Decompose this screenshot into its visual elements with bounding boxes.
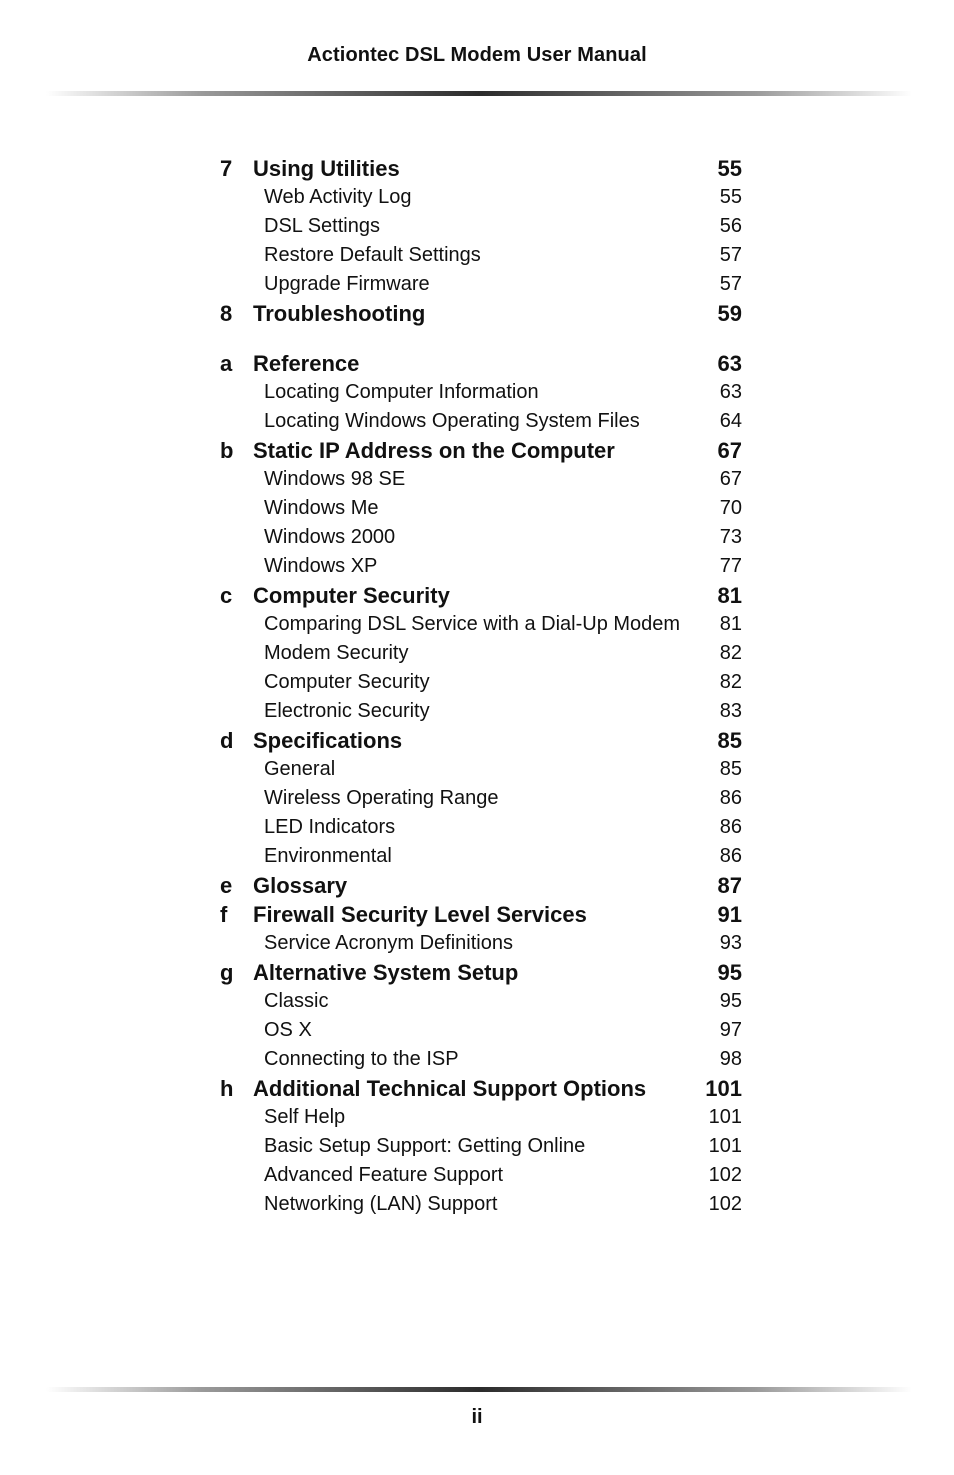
chapter-title: Troubleshooting bbox=[253, 301, 426, 326]
toc-section-entry[interactable] bbox=[220, 813, 742, 842]
section-page-number: 98 bbox=[719, 1048, 742, 1070]
chapter-page-number: 91 bbox=[717, 902, 742, 927]
section-title: Networking (LAN) Support bbox=[264, 1193, 498, 1215]
section-page-number: 102 bbox=[708, 1164, 742, 1186]
toc-section-entry[interactable] bbox=[220, 1161, 742, 1190]
section-title: Basic Setup Support: Getting Online bbox=[264, 1135, 586, 1157]
chapter-number: h bbox=[220, 1076, 234, 1101]
chapter-title: Reference bbox=[253, 351, 360, 376]
toc-section-entry[interactable] bbox=[220, 1132, 742, 1161]
section-title: Restore Default Settings bbox=[264, 244, 481, 266]
section-page-number: 86 bbox=[719, 816, 742, 838]
chapter-title: Additional Technical Support Options bbox=[253, 1076, 647, 1101]
toc-section-entry[interactable] bbox=[220, 639, 742, 668]
toc-section-entry[interactable] bbox=[220, 1103, 742, 1132]
section-page-number: 86 bbox=[719, 845, 742, 867]
toc-section-entry[interactable] bbox=[220, 1190, 742, 1219]
chapter-title: Firewall Security Level Services bbox=[253, 902, 587, 927]
section-page-number: 77 bbox=[719, 555, 742, 577]
section-page-number: 82 bbox=[719, 671, 742, 693]
toc-section-entry[interactable] bbox=[220, 407, 742, 436]
toc-section-entry[interactable] bbox=[220, 1016, 742, 1045]
section-title: Service Acronym Definitions bbox=[264, 932, 513, 954]
section-title: Environmental bbox=[264, 845, 392, 867]
section-title: LED Indicators bbox=[264, 816, 396, 838]
toc-section-entry[interactable] bbox=[220, 842, 742, 871]
chapter-page-number: 85 bbox=[717, 728, 742, 753]
toc-chapter-entry[interactable] bbox=[220, 726, 742, 755]
toc-section-entry[interactable] bbox=[220, 552, 742, 581]
section-title: Windows XP bbox=[264, 555, 378, 577]
section-title: General bbox=[264, 758, 336, 780]
section-page-number: 70 bbox=[719, 497, 742, 519]
section-page-number: 95 bbox=[719, 990, 742, 1012]
section-page-number: 101 bbox=[708, 1106, 742, 1128]
chapter-number: a bbox=[220, 351, 233, 376]
header-rule bbox=[46, 91, 912, 96]
chapter-number: c bbox=[220, 583, 233, 608]
chapter-number: 8 bbox=[220, 301, 233, 326]
toc-section-entry[interactable] bbox=[220, 929, 742, 958]
toc-chapter-entry[interactable] bbox=[220, 1074, 742, 1103]
toc-section-entry[interactable] bbox=[220, 668, 742, 697]
toc-chapter-entry[interactable] bbox=[220, 154, 742, 183]
section-page-number: 86 bbox=[719, 787, 742, 809]
toc-chapter-entry[interactable] bbox=[220, 299, 742, 328]
page-number: ii bbox=[471, 1406, 483, 1428]
chapter-title: Glossary bbox=[253, 873, 348, 898]
section-title: Locating Computer Information bbox=[264, 381, 539, 403]
section-page-number: 63 bbox=[719, 381, 742, 403]
toc-section-entry[interactable] bbox=[220, 1045, 742, 1074]
section-page-number: 57 bbox=[719, 244, 742, 266]
chapter-page-number: 55 bbox=[717, 156, 742, 181]
chapter-page-number: 81 bbox=[717, 583, 742, 608]
chapter-page-number: 67 bbox=[717, 438, 742, 463]
section-title: Windows Me bbox=[264, 497, 379, 519]
section-title: Windows 2000 bbox=[264, 526, 396, 548]
section-title: Advanced Feature Support bbox=[264, 1164, 504, 1186]
chapter-page-number: 101 bbox=[705, 1076, 742, 1101]
section-title: Self Help bbox=[264, 1106, 346, 1128]
section-page-number: 55 bbox=[719, 186, 742, 208]
section-page-number: 67 bbox=[719, 468, 742, 490]
chapter-page-number: 63 bbox=[717, 351, 742, 376]
section-title: Electronic Security bbox=[264, 700, 430, 722]
toc-chapter-entry[interactable] bbox=[220, 900, 742, 929]
section-title: Connecting to the ISP bbox=[264, 1048, 459, 1070]
section-page-number: 57 bbox=[719, 273, 742, 295]
section-page-number: 97 bbox=[719, 1019, 742, 1041]
section-title: Classic bbox=[264, 990, 329, 1012]
toc-chapter-entry[interactable] bbox=[220, 581, 742, 610]
section-page-number: 85 bbox=[719, 758, 742, 780]
section-title: Wireless Operating Range bbox=[264, 787, 499, 809]
toc-chapter-entry[interactable] bbox=[220, 436, 742, 465]
chapter-number: g bbox=[220, 960, 234, 985]
toc-section-entry[interactable] bbox=[220, 494, 742, 523]
chapter-number: e bbox=[220, 873, 233, 898]
section-page-number: 102 bbox=[708, 1193, 742, 1215]
table-of-contents bbox=[220, 154, 742, 1219]
chapter-title: Using Utilities bbox=[253, 156, 400, 181]
toc-section-entry[interactable] bbox=[220, 212, 742, 241]
toc-chapter-entry[interactable] bbox=[220, 349, 742, 378]
chapter-number: b bbox=[220, 438, 234, 463]
section-page-number: 82 bbox=[719, 642, 742, 664]
chapter-title: Static IP Address on the Computer bbox=[253, 438, 615, 463]
toc-chapter-entry[interactable] bbox=[220, 958, 742, 987]
chapter-page-number: 95 bbox=[717, 960, 742, 985]
toc-section-entry[interactable] bbox=[220, 183, 742, 212]
toc-section-entry[interactable] bbox=[220, 378, 742, 407]
chapter-page-number: 87 bbox=[717, 873, 742, 898]
section-page-number: 64 bbox=[719, 410, 742, 432]
section-title: Locating Windows Operating System Files bbox=[264, 410, 640, 432]
section-title: Computer Security bbox=[264, 671, 430, 693]
section-title: DSL Settings bbox=[264, 215, 380, 237]
section-page-number: 83 bbox=[719, 700, 742, 722]
toc-section-entry[interactable] bbox=[220, 987, 742, 1016]
running-header: Actiontec DSL Modem User Manual bbox=[307, 44, 647, 66]
section-page-number: 81 bbox=[719, 613, 742, 635]
toc-section-entry[interactable] bbox=[220, 270, 742, 299]
section-title: Windows 98 SE bbox=[264, 468, 406, 490]
chapter-number: d bbox=[220, 728, 234, 753]
section-title: Modem Security bbox=[264, 642, 409, 664]
toc-section-entry[interactable] bbox=[220, 465, 742, 494]
chapter-title: Computer Security bbox=[253, 583, 450, 608]
chapter-title: Alternative System Setup bbox=[253, 960, 519, 985]
toc-section-entry[interactable] bbox=[220, 610, 742, 639]
toc-section-entry[interactable] bbox=[220, 755, 742, 784]
section-title: OS X bbox=[264, 1019, 312, 1041]
toc-section-entry[interactable] bbox=[220, 241, 742, 270]
section-page-number: 93 bbox=[719, 932, 742, 954]
toc-section-entry[interactable] bbox=[220, 697, 742, 726]
footer-rule bbox=[46, 1387, 912, 1392]
section-title: Comparing DSL Service with a Dial-Up Modem bbox=[264, 613, 681, 635]
chapter-number: 7 bbox=[220, 156, 233, 181]
toc-chapter-entry[interactable] bbox=[220, 871, 742, 900]
section-title: Web Activity Log bbox=[264, 186, 412, 208]
section-page-number: 101 bbox=[708, 1135, 742, 1157]
chapter-title: Specifications bbox=[253, 728, 403, 753]
section-title: Upgrade Firmware bbox=[264, 273, 430, 295]
section-page-number: 73 bbox=[719, 526, 742, 548]
toc-section-entry[interactable] bbox=[220, 523, 742, 552]
toc-section-entry[interactable] bbox=[220, 784, 742, 813]
chapter-number: f bbox=[220, 902, 228, 927]
section-page-number: 56 bbox=[719, 215, 742, 237]
chapter-page-number: 59 bbox=[717, 301, 742, 326]
